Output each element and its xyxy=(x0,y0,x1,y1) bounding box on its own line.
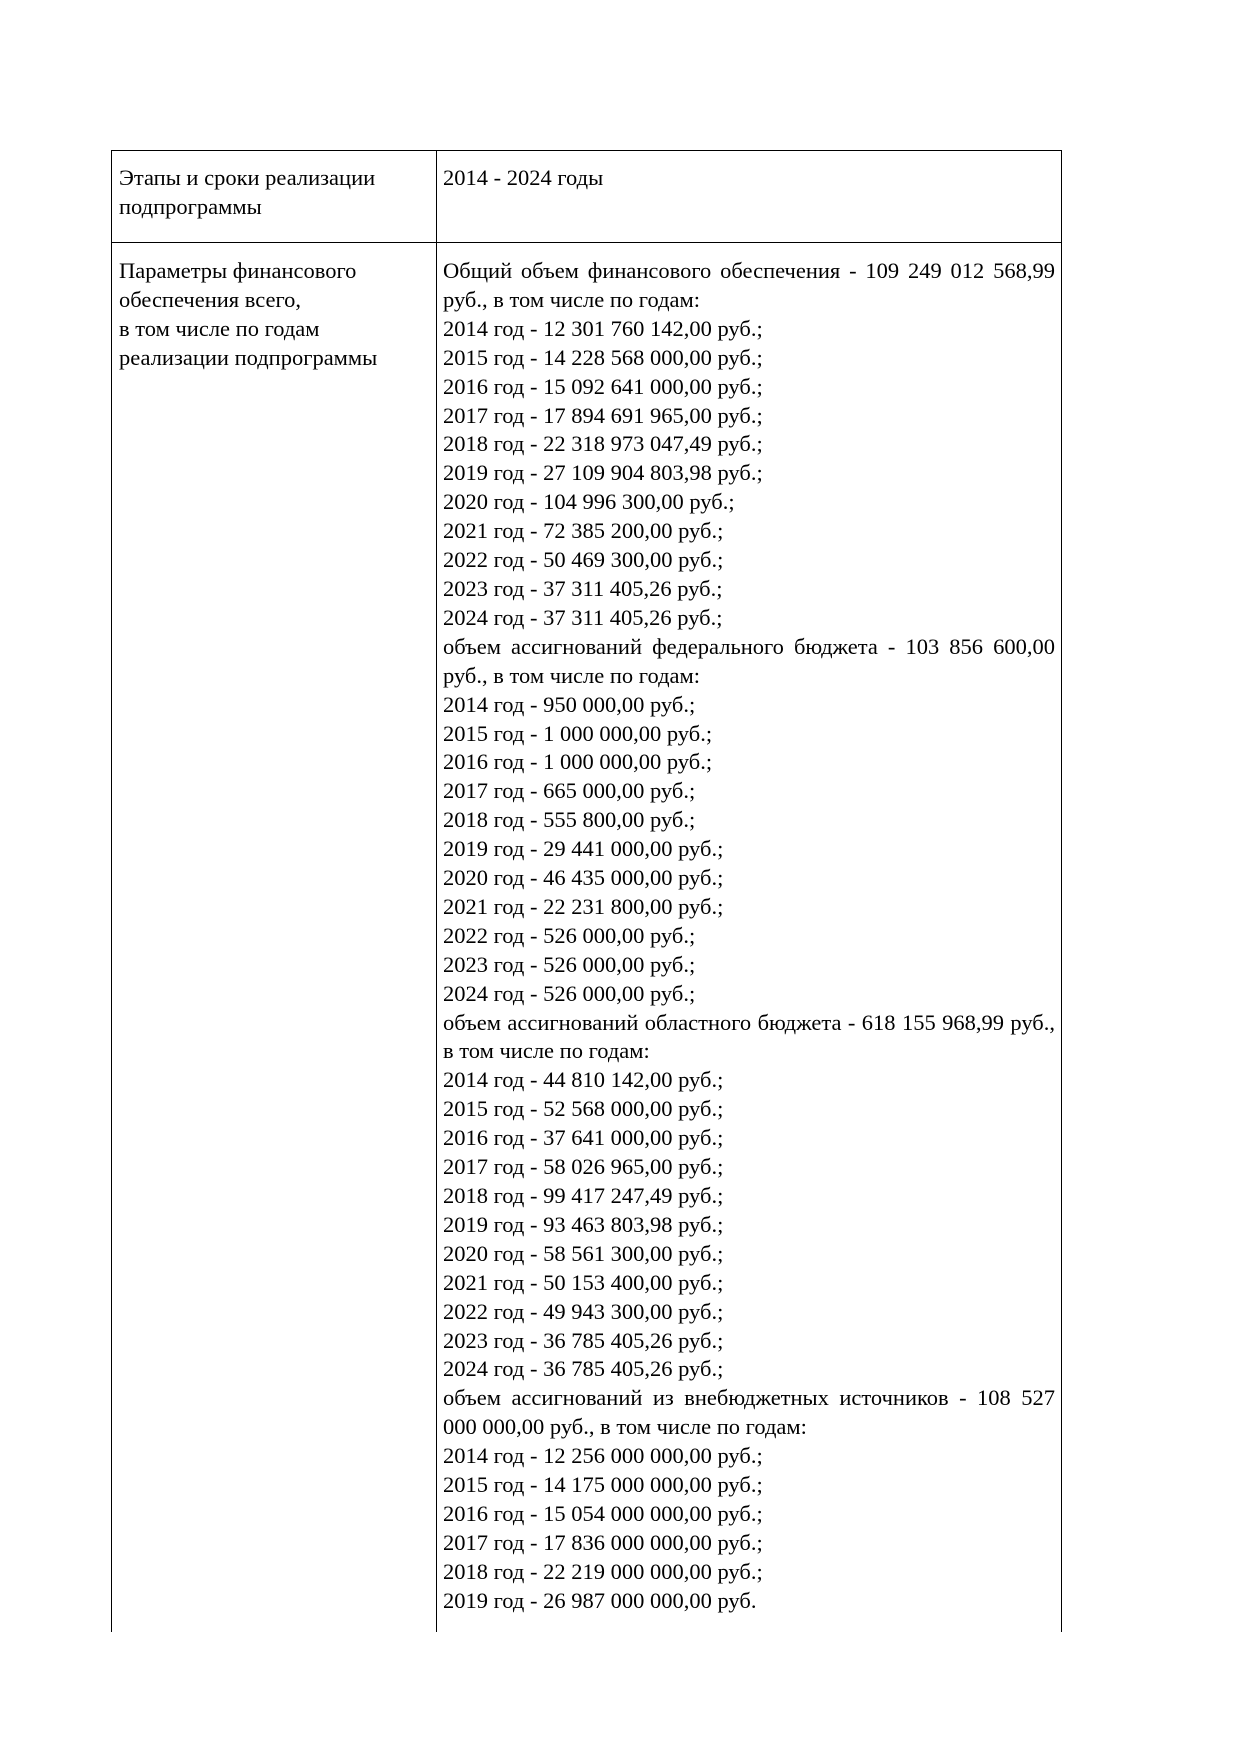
year-amount: 2020 год - 46 435 000,00 руб.; xyxy=(443,865,724,891)
year-amount: 2014 год - 44 810 142,00 руб.; xyxy=(443,1067,724,1093)
section-heading: объем ассигнований федерального бюджета - 103 856 600,00 руб., в том числе по годам: xyxy=(443,633,1055,688)
finance-label-line: реализации подпрограммы xyxy=(119,344,378,370)
table-row-stages xyxy=(112,151,1062,243)
year-amount: 2021 год - 22 231 800,00 руб.; xyxy=(443,893,724,919)
stages-label: Этапы и сроки реализации подпрограммы xyxy=(119,165,376,219)
finance-label-cell xyxy=(112,243,437,1633)
year-amount: 2017 год - 665 000,00 руб.; xyxy=(443,778,696,804)
year-amount: 2015 год - 52 568 000,00 руб.; xyxy=(443,1096,724,1122)
year-amount: 2019 год - 93 463 803,98 руб.; xyxy=(443,1211,724,1237)
year-amount: 2023 год - 36 785 405,26 руб.; xyxy=(443,1327,724,1353)
year-amount: 2017 год - 17 836 000 000,00 руб.; xyxy=(443,1529,763,1555)
year-amount: 2015 год - 14 228 568 000,00 руб.; xyxy=(443,344,763,370)
table-row-finance xyxy=(112,243,1062,1633)
finance-label-line: в том числе по годам xyxy=(119,315,320,341)
year-amount: 2021 год - 50 153 400,00 руб.; xyxy=(443,1269,724,1295)
year-amount: 2019 год - 29 441 000,00 руб.; xyxy=(443,836,724,862)
year-amount: 2015 год - 1 000 000,00 руб.; xyxy=(443,720,713,746)
year-amount: 2020 год - 104 996 300,00 руб.; xyxy=(443,489,735,515)
year-amount: 2019 год - 27 109 904 803,98 руб.; xyxy=(443,460,763,486)
stages-value-cell xyxy=(437,151,1062,243)
finance-label-line: Параметры финансового xyxy=(119,258,357,283)
year-amount: 2024 год - 36 785 405,26 руб.; xyxy=(443,1356,724,1382)
year-amount: 2014 год - 950 000,00 руб.; xyxy=(443,691,696,717)
year-amount: 2014 год - 12 256 000 000,00 руб.; xyxy=(443,1443,763,1469)
year-amount: 2024 год - 37 311 405,26 руб.; xyxy=(443,604,723,630)
year-amount: 2018 год - 22 318 973 047,49 руб.; xyxy=(443,431,763,457)
stages-value: 2014 - 2024 годы xyxy=(443,165,604,190)
finance-section-regional xyxy=(443,1009,1055,1385)
year-amount: 2018 год - 555 800,00 руб.; xyxy=(443,807,696,833)
program-passport-table xyxy=(111,150,1062,1632)
year-amount: 2015 год - 14 175 000 000,00 руб.; xyxy=(443,1472,763,1498)
section-heading: Общий объем финансового обеспечения - 109 249 012 568,99 руб., в том числе по годам: xyxy=(443,258,1055,312)
finance-section-extrabudgetary xyxy=(443,1384,1055,1615)
year-amount: 2014 год - 12 301 760 142,00 руб.; xyxy=(443,315,763,341)
year-amount: 2018 год - 99 417 247,49 руб.; xyxy=(443,1183,724,1208)
finance-section-federal xyxy=(443,633,1055,1009)
year-amount: 2018 год - 22 219 000 000,00 руб.; xyxy=(443,1558,763,1584)
finance-values-cell xyxy=(437,243,1062,1633)
stages-label-cell xyxy=(112,151,437,243)
year-amount: 2021 год - 72 385 200,00 руб.; xyxy=(443,518,724,544)
year-amount: 2017 год - 58 026 965,00 руб.; xyxy=(443,1154,724,1180)
year-amount: 2016 год - 1 000 000,00 руб.; xyxy=(443,749,713,775)
year-amount: 2020 год - 58 561 300,00 руб.; xyxy=(443,1240,724,1266)
year-amount: 2022 год - 50 469 300,00 руб.; xyxy=(443,547,724,573)
section-heading: объем ассигнований из внебюджетных источников - 108 527 000 000,00 руб., в том числе по годам: xyxy=(443,1385,1055,1440)
year-amount: 2023 год - 526 000,00 руб.; xyxy=(443,951,696,977)
year-amount: 2016 год - 37 641 000,00 руб.; xyxy=(443,1125,724,1151)
year-amount: 2016 год - 15 092 641 000,00 руб.; xyxy=(443,373,763,399)
section-heading: объем ассигнований областного бюджета - 618 155 968,99 руб., в том числе по годам: xyxy=(443,1009,1055,1064)
year-amount: 2022 год - 526 000,00 руб.; xyxy=(443,922,696,948)
finance-section-total xyxy=(443,257,1055,633)
year-amount: 2024 год - 526 000,00 руб.; xyxy=(443,980,696,1006)
year-amount: 2019 год - 26 987 000 000,00 руб. xyxy=(443,1587,757,1613)
year-amount: 2017 год - 17 894 691 965,00 руб.; xyxy=(443,402,763,428)
year-amount: 2023 год - 37 311 405,26 руб.; xyxy=(443,575,723,601)
finance-label-line: обеспечения всего, xyxy=(119,286,302,312)
year-amount: 2016 год - 15 054 000 000,00 руб.; xyxy=(443,1500,763,1526)
year-amount: 2022 год - 49 943 300,00 руб.; xyxy=(443,1298,724,1324)
